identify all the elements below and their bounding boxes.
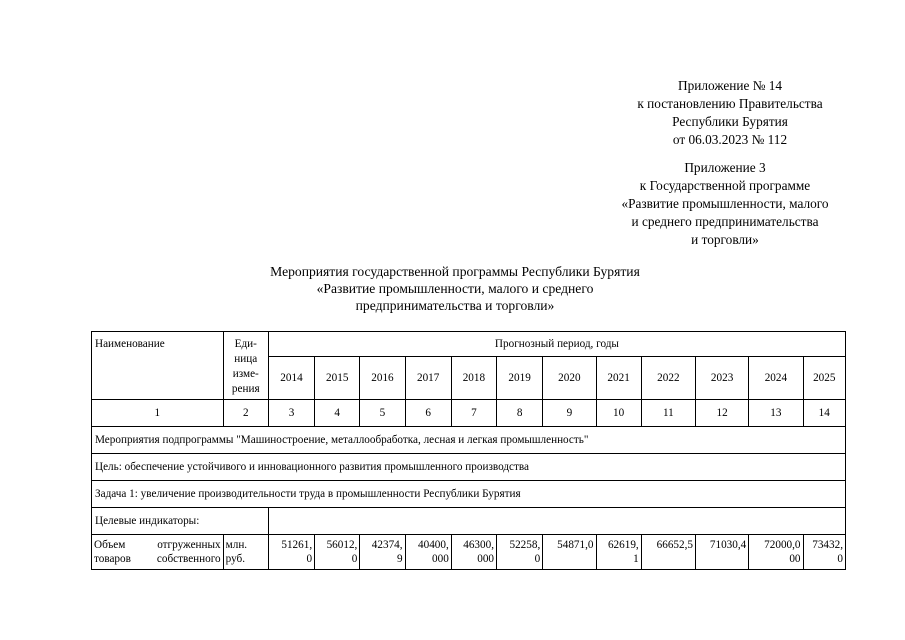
- indicator-value-cell: [268, 535, 314, 570]
- year-cell: 2018: [451, 357, 496, 400]
- appendix-14-line: Республики Бурятия: [672, 114, 788, 129]
- year-cell: 2014: [268, 357, 314, 400]
- indicator-value-cell: [497, 535, 543, 570]
- year-cell: 2025: [803, 357, 845, 400]
- document-title: [225, 263, 685, 314]
- value-part: 40400,: [418, 539, 449, 551]
- indicator-value-cell: [641, 535, 695, 570]
- value-part: 1: [633, 553, 639, 565]
- indicator-unit-line: млн.: [225, 539, 248, 551]
- column-number-cell: 12: [695, 400, 748, 427]
- column-number-cell: 4: [315, 400, 360, 427]
- value-part: 9: [396, 553, 403, 565]
- year-cell: 2019: [497, 357, 543, 400]
- value-part: 46300,: [463, 539, 494, 551]
- document-title-line: Мероприятия государственной программы Республики Бурятия: [270, 264, 640, 279]
- column-number-cell: 8: [497, 400, 543, 427]
- indicator-value-cell: [405, 535, 451, 570]
- column-number-row: [92, 400, 846, 427]
- header-row: [92, 332, 846, 357]
- header-name-cell: Наименование: [92, 332, 224, 400]
- year-cell: 2023: [695, 357, 748, 400]
- task-cell: Задача 1: увеличение производительности труда в промышленности Республики Бурятия: [92, 481, 846, 508]
- indicators-label-cell: Целевые индикаторы:: [92, 508, 269, 535]
- header-unit-line: Еди-: [234, 338, 257, 350]
- column-number-cell: 6: [405, 400, 451, 427]
- year-cell: 2017: [405, 357, 451, 400]
- appendix-3-line: и среднего предпринимательства: [631, 214, 819, 229]
- year-cell: 2020: [543, 357, 596, 400]
- column-number-cell: 5: [360, 400, 405, 427]
- column-number-cell: 1: [92, 400, 224, 427]
- column-number-cell: 11: [641, 400, 695, 427]
- value-part: 00: [789, 553, 801, 565]
- indicator-value-cell: [543, 535, 596, 570]
- year-cell: 2016: [360, 357, 405, 400]
- value-part: 54871,0: [557, 539, 594, 551]
- column-number-cell: 2: [223, 400, 268, 427]
- indicator-value-cell: [803, 535, 845, 570]
- appendix-3-block: [590, 159, 860, 249]
- subprogram-row: [92, 427, 846, 454]
- value-part: 72000,0: [764, 539, 801, 551]
- program-measures-table: [91, 331, 846, 570]
- appendix-14-line: Приложение № 14: [678, 78, 782, 93]
- subprogram-cell: Мероприятия подпрограммы "Машиностроение, металлообработка, лесная и легкая промышленность": [92, 427, 846, 454]
- value-part: 51261,: [281, 539, 313, 551]
- header-period-cell: Прогнозный период, годы: [268, 332, 845, 357]
- year-cell: 2021: [596, 357, 641, 400]
- document-title-line: предпринимательства и торговли»: [355, 298, 555, 313]
- indicator-value-cell: [315, 535, 360, 570]
- year-cell: 2024: [749, 357, 803, 400]
- year-cell: 2022: [641, 357, 695, 400]
- value-part: 73432,: [812, 539, 843, 551]
- column-number-cell: 7: [451, 400, 496, 427]
- indicator-name-cell: [92, 535, 224, 570]
- value-part: 0: [351, 553, 358, 565]
- column-number-cell: 13: [749, 400, 803, 427]
- header-unit-line: рения: [231, 383, 260, 395]
- value-part: 000: [432, 553, 449, 565]
- indicator-name-line: товаров собственного: [94, 553, 221, 565]
- value-part: 71030,4: [709, 539, 747, 551]
- value-part: 66652,5: [656, 539, 693, 551]
- appendix-3-line: к Государственной программе: [639, 178, 811, 193]
- value-part: 52258,: [509, 539, 541, 551]
- indicators-label-row: [92, 508, 846, 535]
- task-row: [92, 481, 846, 508]
- column-number-cell: 10: [596, 400, 641, 427]
- year-cell: 2015: [315, 357, 360, 400]
- indicator-unit-line: руб.: [225, 553, 246, 565]
- value-part: 62619,: [607, 539, 639, 551]
- appendix-3-line: и торговли»: [691, 232, 759, 247]
- goal-row: [92, 454, 846, 481]
- goal-cell: Цель: обеспечение устойчивого и инновационного развития промышленного производства: [92, 454, 846, 481]
- appendix-3-line: «Развитие промышленности, малого: [621, 196, 829, 211]
- indicator-row: [92, 535, 846, 570]
- indicator-value-cell: [360, 535, 405, 570]
- indicator-value-cell: [695, 535, 748, 570]
- value-part: 56012,: [326, 539, 358, 551]
- appendix-14-block: [605, 77, 855, 149]
- indicator-name-line: Объем отгруженных: [94, 539, 221, 551]
- value-part: 000: [477, 553, 494, 565]
- header-unit-cell: [223, 332, 268, 400]
- column-number-cell: 14: [803, 400, 845, 427]
- value-part: 42374,: [371, 539, 403, 551]
- column-number-cell: 9: [543, 400, 596, 427]
- indicator-value-cell: [596, 535, 641, 570]
- indicator-unit-cell: [223, 535, 268, 570]
- appendix-14-line: к постановлению Правительства: [637, 96, 823, 111]
- appendix-3-line: Приложение 3: [684, 160, 766, 175]
- appendix-14-line: от 06.03.2023 № 112: [672, 132, 788, 147]
- indicator-value-cell: [749, 535, 803, 570]
- indicator-value-cell: [451, 535, 496, 570]
- header-unit-line: ница: [234, 353, 258, 365]
- indicators-empty-cell: [268, 508, 845, 535]
- value-part: 0: [534, 553, 541, 565]
- column-number-cell: 3: [268, 400, 314, 427]
- value-part: 0: [837, 553, 843, 565]
- header-unit-line: изме-: [232, 368, 259, 380]
- value-part: 0: [306, 553, 313, 565]
- document-title-line: «Развитие промышленности, малого и среднего: [316, 281, 594, 296]
